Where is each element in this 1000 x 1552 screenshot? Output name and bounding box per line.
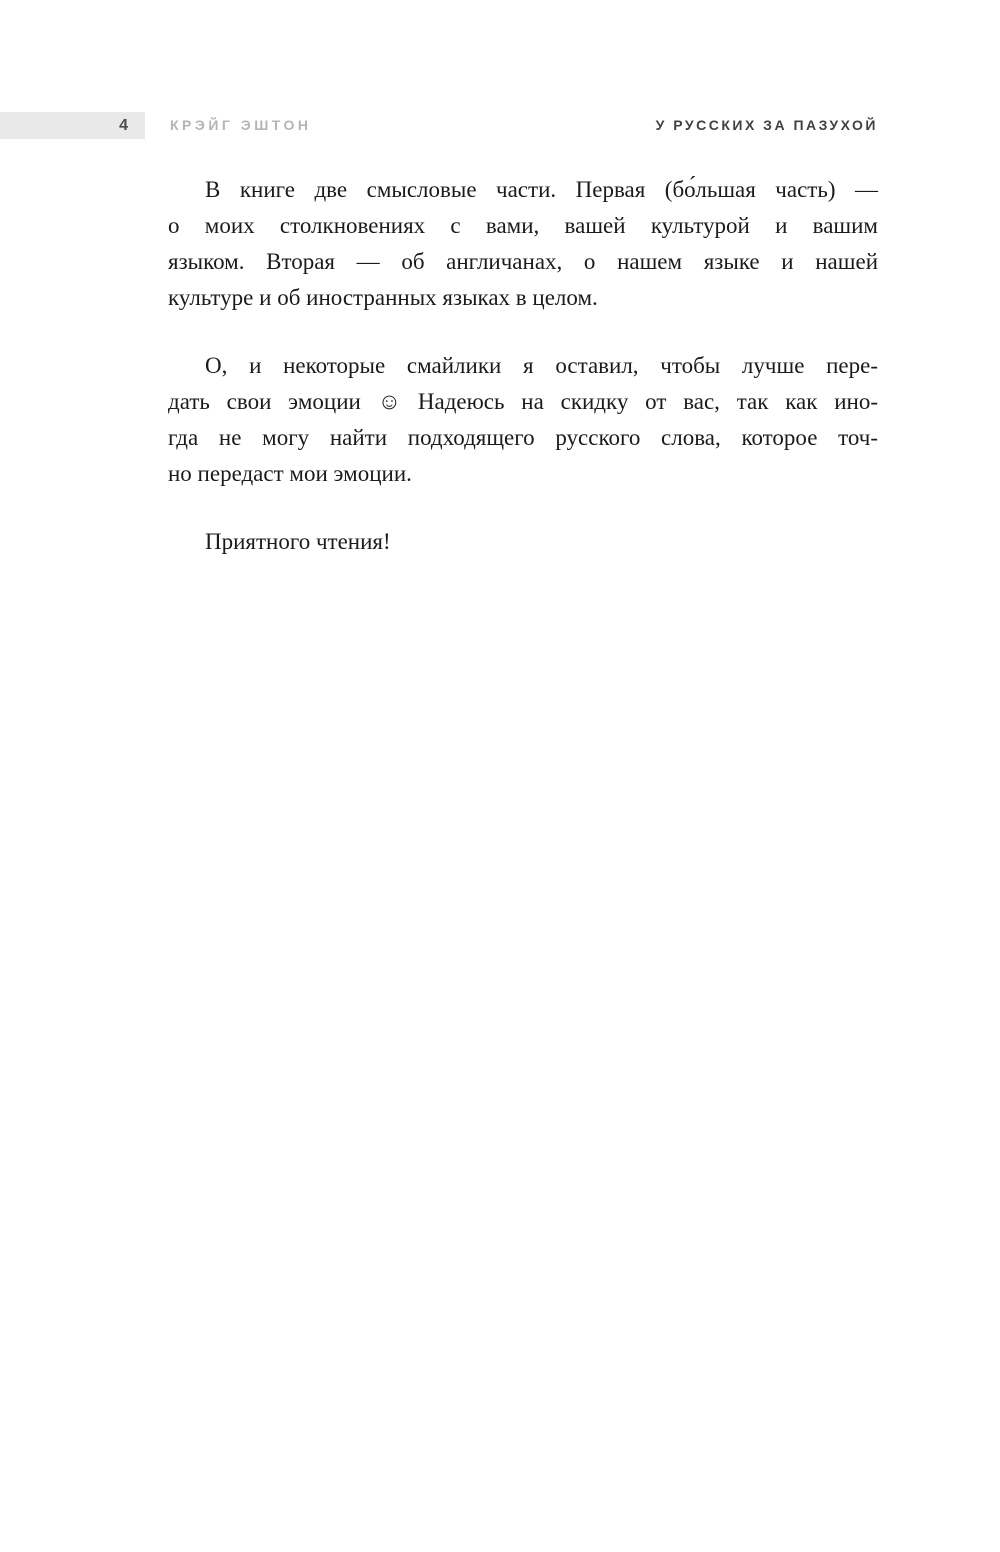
text-line: культуре и об иностранных языках в целом. xyxy=(168,285,598,310)
text-line: дать свои эмоции ☺ Надеюсь на скидку от вас, так как ино- xyxy=(168,389,878,414)
text-line: О, и некоторые смайлики я оставил, чтобы лучше пере- xyxy=(205,353,878,378)
text-line: гда не могу найти подходящего русского слова, которое точ- xyxy=(168,425,878,450)
text-line: языком. Вторая — об англичанах, о нашем языке и нашей xyxy=(168,249,878,274)
body-text xyxy=(168,172,878,592)
page-number: 4 xyxy=(119,116,128,134)
text-line: В книге две смысловые части. Первая (бо́льшая часть) — xyxy=(205,177,878,202)
text-line: но передаст мои эмоции. xyxy=(168,461,412,486)
text-line: о моих столкновениях с вами, вашей культурой и вашим xyxy=(168,213,878,238)
page-number-strip xyxy=(0,112,145,139)
running-header-author: КРЭЙГ ЭШТОН xyxy=(170,117,312,133)
text-line: Приятного чтения! xyxy=(205,529,391,554)
paragraph-2 xyxy=(168,348,878,492)
running-header-title: У РУССКИХ ЗА ПАЗУХОЙ xyxy=(655,117,878,133)
paragraph-3 xyxy=(168,524,878,560)
paragraph-1 xyxy=(168,172,878,316)
